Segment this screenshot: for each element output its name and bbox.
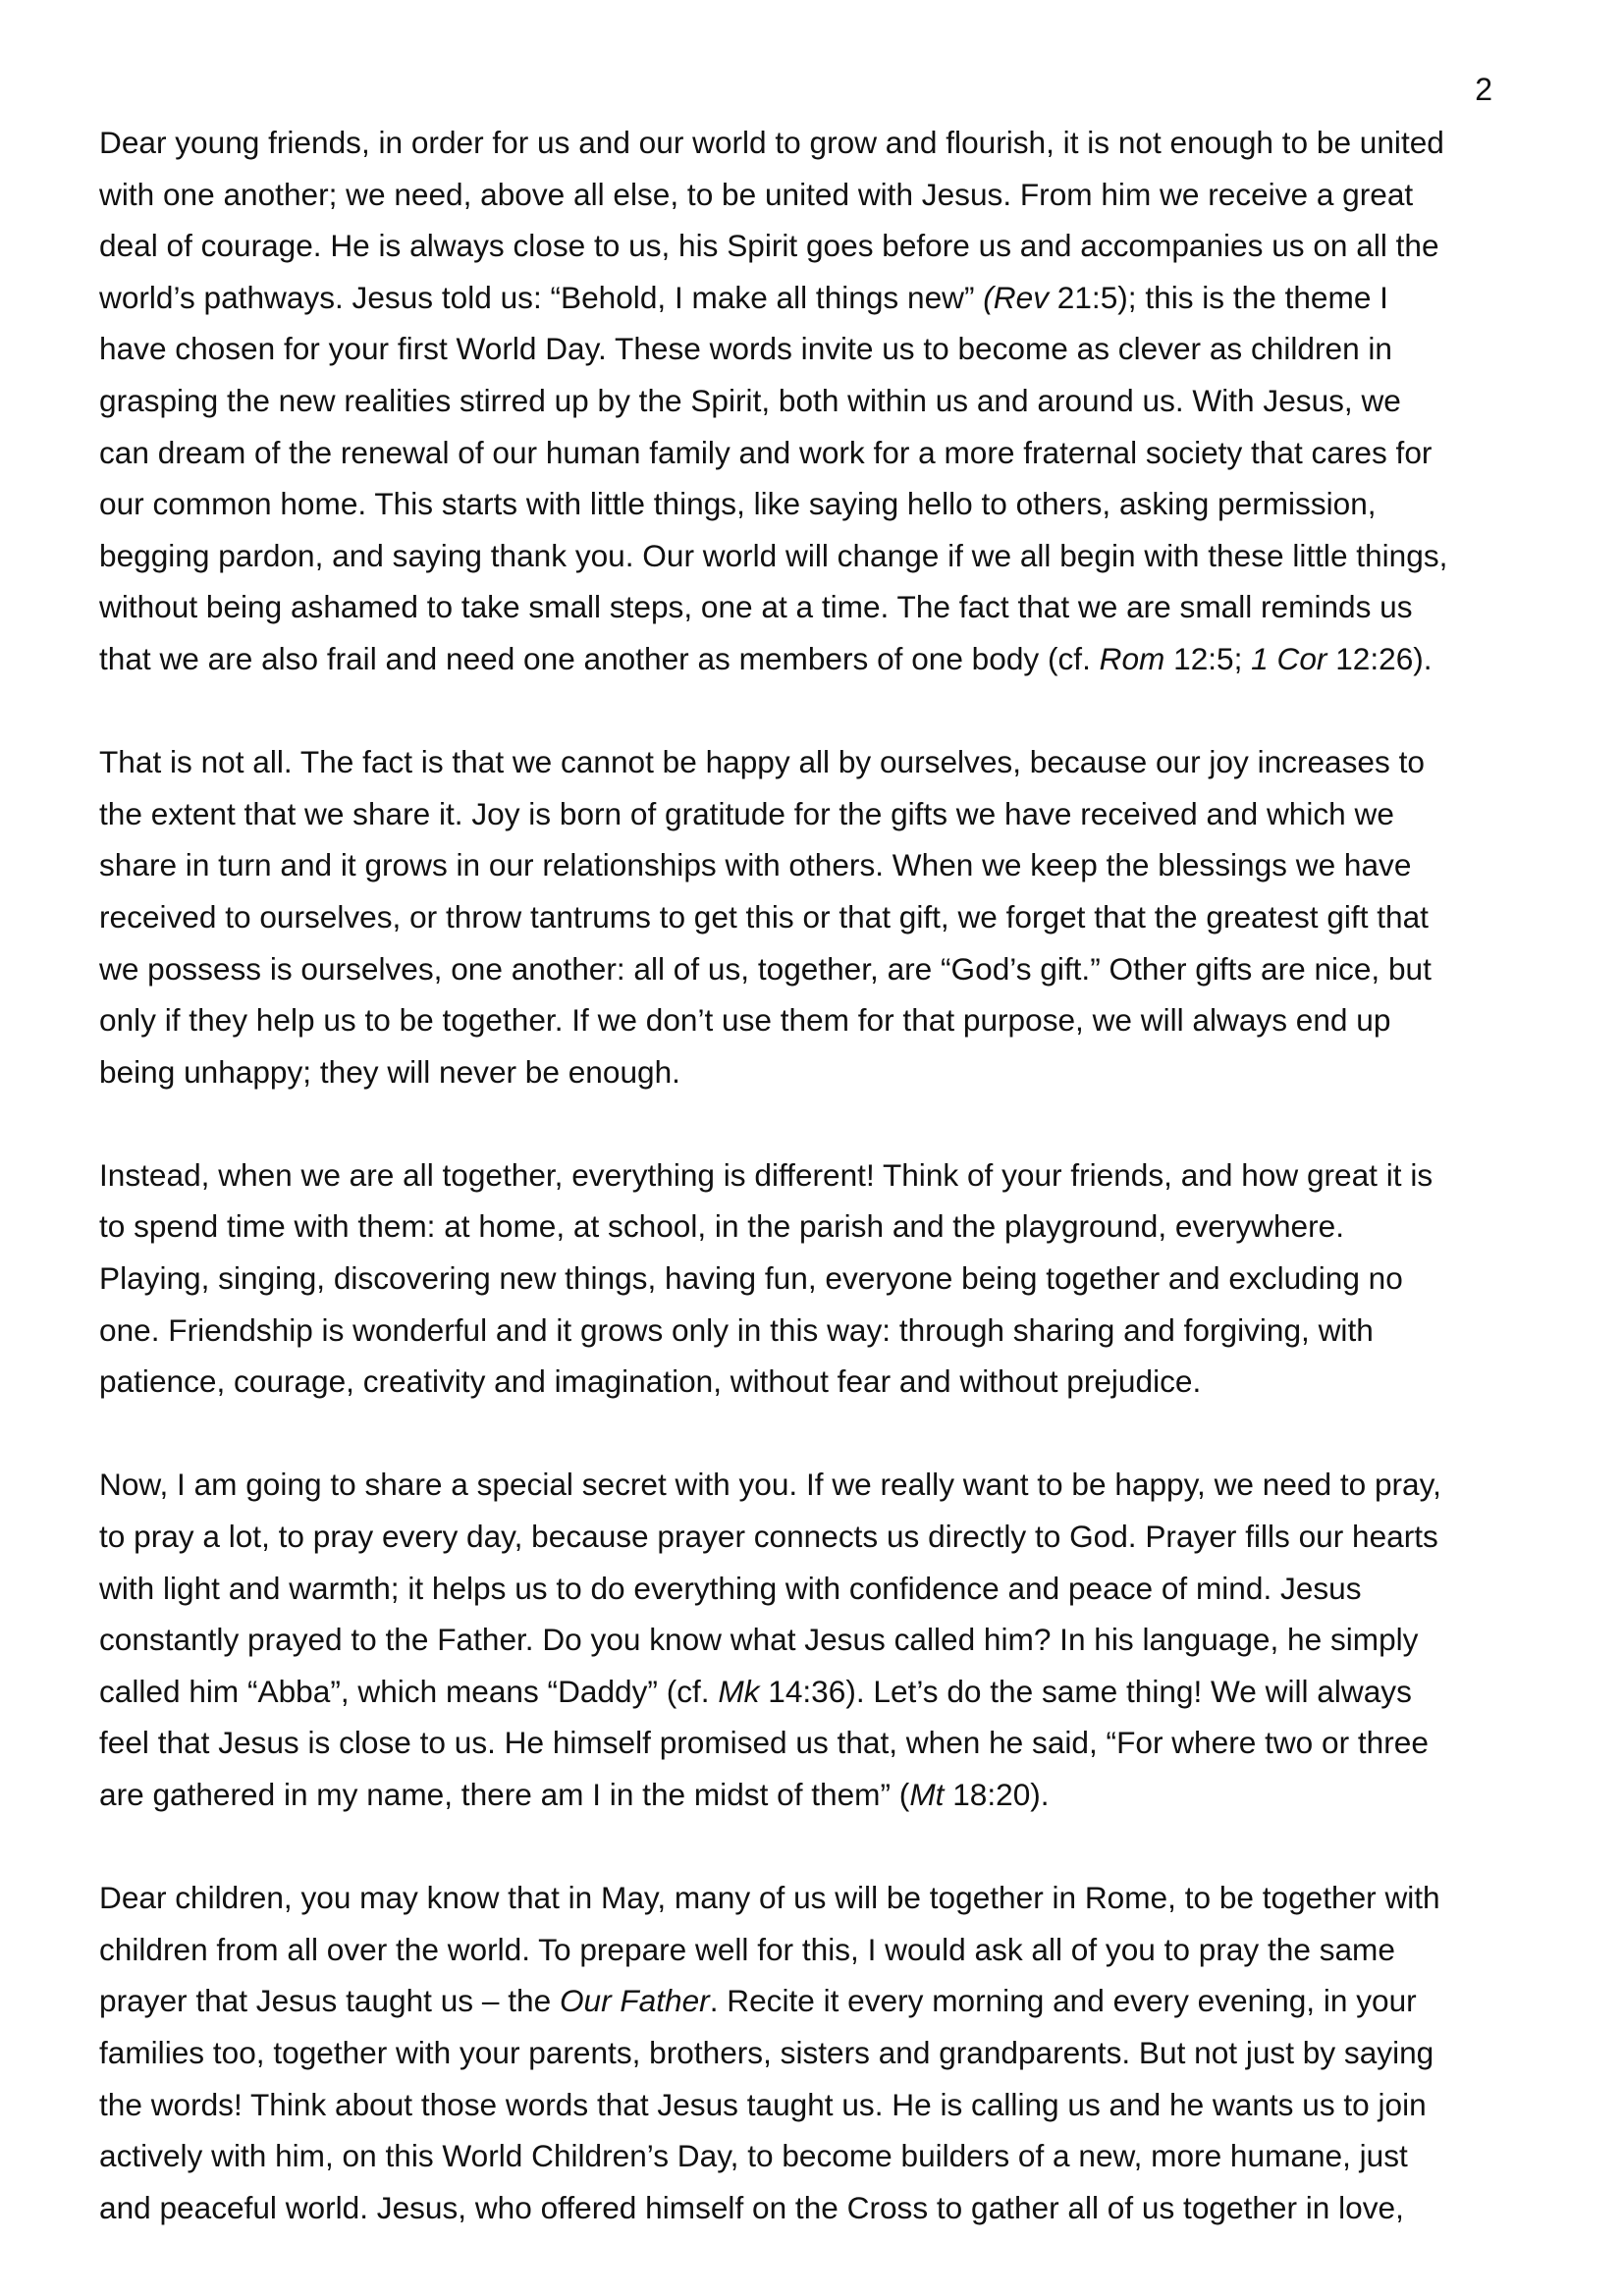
text-run: world’s pathways. Jesus told us: “Behold, I make all things new”: [99, 279, 984, 315]
text-line: [99, 891, 1533, 943]
text-line: [99, 1666, 1533, 1718]
text-run: . Recite it every morning and every evening, in your: [709, 1983, 1417, 2019]
italic-reference: (Rev: [983, 279, 1049, 315]
text-run: begging pardon, and saying thank you. Our world will change if we all begin with these little things,: [99, 537, 1448, 573]
text-line: [99, 1149, 1533, 1201]
text-run: are gathered in my name, there am I in the midst of them” (: [99, 1777, 910, 1812]
text-run: we possess is ourselves, one another: all of us, together, are “God’s gift.” Other gifts are nice, but: [99, 950, 1432, 987]
text-run: our common home. This starts with little things, like saying hello to others, asking permission,: [99, 486, 1377, 522]
text-run: with light and warmth; it helps us to do everything with confidence and peace of mind. Jesus: [99, 1570, 1362, 1606]
text-run: have chosen for your first World Day. These words invite us to become as clever as children in: [99, 331, 1393, 367]
text-line: [99, 633, 1533, 685]
text-run: children from all over the world. To prepare well for this, I would ask all of you to pray the same: [99, 1931, 1395, 1967]
text-run: received to ourselves, or throw tantrums to get this or that gift, we forget that the greatest gift that: [99, 898, 1429, 934]
text-run: feel that Jesus is close to us. He himself promised us that, when he said, “For where two or three: [99, 1725, 1429, 1761]
italic-reference: 1 Cor: [1251, 640, 1327, 676]
text-run: Dear young friends, in order for us and our world to grow and flourish, it is not enough to be united: [99, 125, 1444, 160]
text-run: 12:26).: [1326, 640, 1433, 676]
italic-reference: Our Father: [559, 1983, 710, 2019]
text-line: [99, 1717, 1533, 1769]
italic-reference: Mk: [718, 1673, 760, 1709]
paragraph: [99, 1872, 1533, 2233]
text-run: being unhappy; they will never be enough.: [99, 1053, 680, 1090]
text-line: [99, 375, 1533, 427]
text-run: to spend time with them: at home, at school, in the parish and the playground, everywhere.: [99, 1208, 1344, 1245]
text-run: the words! Think about those words that Jesus taught us. He is calling us and he wants us to join: [99, 2086, 1427, 2122]
text-line: [99, 427, 1533, 479]
text-run: with one another; we need, above all else, to be united with Jesus. From him we receive a great: [99, 176, 1414, 212]
text-run: Dear children, you may know that in May, many of us will be together in Rome, to be together with: [99, 1880, 1440, 1916]
text-line: [99, 1511, 1533, 1563]
text-line: [99, 736, 1533, 788]
text-line: [99, 2027, 1533, 2079]
text-line: [99, 220, 1533, 272]
text-run: prayer that Jesus taught us – the: [99, 1983, 560, 2019]
text-line: [99, 530, 1533, 582]
text-run: share in turn and it grows in our relationships with others. When we keep the blessings we have: [99, 847, 1412, 883]
text-line: [99, 169, 1533, 221]
text-run: the extent that we share it. Joy is born of gratitude for the gifts we have received and which we: [99, 795, 1394, 831]
text-line: [99, 1356, 1533, 1408]
text-run: Instead, when we are all together, everything is different! Think of your friends, and how great it is: [99, 1156, 1434, 1193]
italic-reference: Rom: [1099, 640, 1165, 676]
text-line: [99, 2130, 1533, 2182]
text-run: That is not all. The fact is that we cannot be happy all by ourselves, because our joy increases to: [99, 744, 1425, 780]
text-line: [99, 1975, 1533, 2027]
text-line: [99, 943, 1533, 995]
text-run: only if they help us to be together. If we don’t use them for that purpose, we will always end up: [99, 1002, 1391, 1039]
text-run: grasping the new realities stirred up by the Spirit, both within us and around us. With Jesus, we: [99, 382, 1401, 418]
text-line: [99, 1253, 1533, 1305]
text-line: [99, 2182, 1533, 2234]
paragraph: [99, 1459, 1533, 1820]
text-run: deal of courage. He is always close to us, his Spirit goes before us and accompanies us on all the: [99, 228, 1439, 264]
text-line: [99, 1563, 1533, 1615]
text-run: and peaceful world. Jesus, who offered himself on the Cross to gather all of us together in love,: [99, 2189, 1404, 2225]
text-line: [99, 1872, 1533, 1924]
text-run: called him “Abba”, which means “Daddy” (cf.: [99, 1673, 719, 1709]
text-line: [99, 478, 1533, 530]
text-run: without being ashamed to take small steps, one at a time. The fact that we are small reminds us: [99, 589, 1413, 625]
paragraph: [99, 736, 1533, 1097]
paragraph: [99, 1149, 1533, 1408]
text-line: [99, 117, 1533, 169]
text-run: one. Friendship is wonderful and it grows only in this way: through sharing and forgiving, with: [99, 1311, 1374, 1348]
italic-reference: Mt: [909, 1777, 945, 1812]
text-line: [99, 272, 1533, 324]
text-run: actively with him, on this World Children’s Day, to become builders of a new, more humane, just: [99, 2138, 1408, 2174]
text-run: Now, I am going to share a special secret with you. If we really want to be happy, we need to pray,: [99, 1467, 1441, 1503]
text-run: to pray a lot, to pray every day, because prayer connects us directly to God. Prayer fills our hearts: [99, 1519, 1438, 1555]
text-run: 18:20).: [944, 1777, 1050, 1812]
text-run: 21:5); this is the theme I: [1049, 279, 1388, 315]
text-run: constantly prayed to the Father. Do you know what Jesus called him? In his language, he simply: [99, 1622, 1419, 1658]
paragraph: [99, 117, 1533, 685]
text-line: [99, 1924, 1533, 1976]
text-run: can dream of the renewal of our human family and work for a more fraternal society that cares for: [99, 434, 1433, 470]
text-line: [99, 581, 1533, 633]
text-line: [99, 1459, 1533, 1511]
text-line: [99, 1046, 1533, 1098]
text-line: [99, 1305, 1533, 1357]
text-run: 12:5;: [1164, 640, 1252, 676]
text-line: [99, 323, 1533, 375]
text-line: [99, 839, 1533, 891]
text-line: [99, 1769, 1533, 1821]
text-line: [99, 994, 1533, 1046]
text-line: [99, 2079, 1533, 2131]
text-line: [99, 1614, 1533, 1666]
text-run: families too, together with your parents, brothers, sisters and grandparents. But not just by saying: [99, 2034, 1434, 2070]
text-line: [99, 788, 1533, 840]
text-run: Playing, singing, discovering new things, having fun, everyone being together and excluding no: [99, 1260, 1403, 1297]
document-body: [99, 117, 1533, 2233]
text-run: 14:36). Let’s do the same thing! We will always: [759, 1673, 1412, 1709]
text-run: that we are also frail and need one another as members of one body (cf.: [99, 640, 1100, 676]
page-number: 2: [1475, 72, 1492, 107]
text-run: patience, courage, creativity and imagination, without fear and without prejudice.: [99, 1363, 1202, 1400]
text-line: [99, 1201, 1533, 1253]
